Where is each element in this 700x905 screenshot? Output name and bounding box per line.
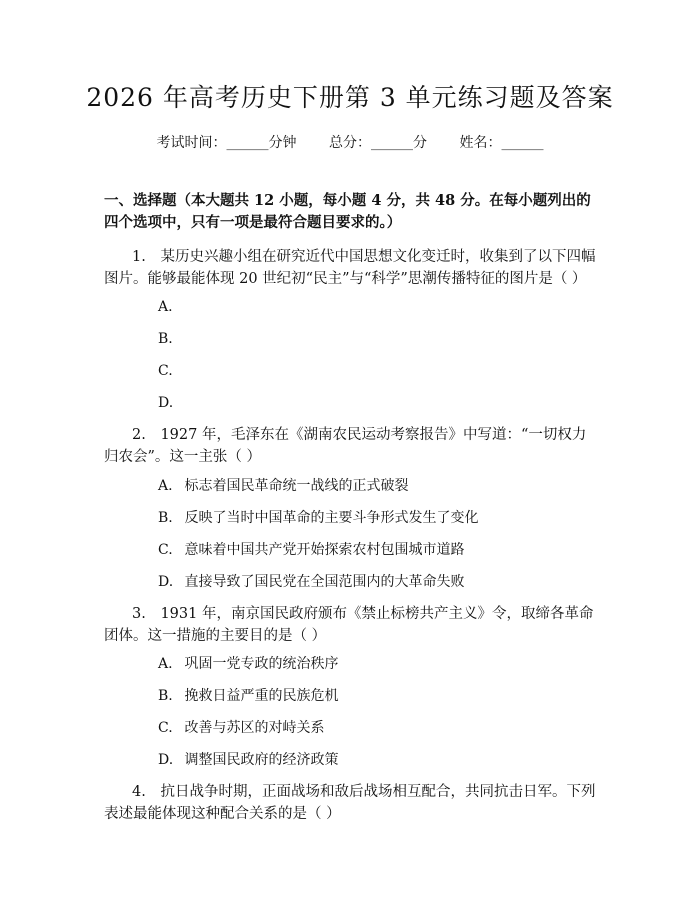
option-label: C. <box>158 363 173 379</box>
option-2b <box>158 508 478 528</box>
option-label: C. <box>158 720 173 736</box>
question-4 <box>104 781 599 825</box>
option-3d <box>158 750 338 770</box>
option-3a <box>158 654 338 674</box>
document-title: 2026 年高考历史下册第 3 单元练习题及答案 <box>86 83 614 112</box>
option-3b <box>158 686 338 706</box>
question-2 <box>104 424 599 468</box>
question-1 <box>104 246 599 290</box>
option-label: B. <box>158 331 173 347</box>
exam-time-field: 考试时间：______分钟 <box>156 135 297 151</box>
question-text: 1927 年，毛泽东在《湖南农民运动考察报告》中写道：“一切权力归农会”。这一主张（ ） <box>104 427 587 465</box>
option-label: A. <box>158 478 173 494</box>
option-text: 挽救日益严重的民族危机 <box>184 688 339 704</box>
option-text: 直接导致了国民党在全国范围内的大革命失败 <box>184 574 465 590</box>
option-label: D. <box>158 395 174 411</box>
option-2d <box>158 572 464 592</box>
option-label: D. <box>158 574 174 590</box>
option-2a <box>158 476 408 496</box>
question-number: 2. <box>132 427 146 443</box>
exam-meta <box>0 133 700 153</box>
question-text: 某历史兴趣小组在研究近代中国思想文化变迁时，收集到了以下四幅图片。能够最能体现 20 世纪初“民主”与“科学”思潮传播特征的图片是（ ） <box>104 249 596 287</box>
option-1c <box>158 361 180 381</box>
option-text: 意味着中国共产党开始探索农村包围城市道路 <box>184 542 465 558</box>
option-label: C. <box>158 542 173 558</box>
student-name-field: 姓名：______ <box>459 135 544 151</box>
option-text: 巩固一党专政的统治秩序 <box>184 656 339 672</box>
option-label: D. <box>158 752 174 768</box>
total-score-field: 总分：______分 <box>329 135 427 151</box>
option-1a <box>158 297 180 317</box>
option-label: A. <box>158 656 173 672</box>
option-3c <box>158 718 324 738</box>
option-1d <box>158 393 180 413</box>
option-1b <box>158 329 180 349</box>
option-label: B. <box>158 688 173 704</box>
option-text: 调整国民政府的经济政策 <box>184 752 339 768</box>
option-text: 反映了当时中国革命的主要斗争形式发生了变化 <box>184 510 479 526</box>
option-label: A. <box>158 299 173 315</box>
option-2c <box>158 540 464 560</box>
question-number: 4. <box>132 784 146 800</box>
option-text: 标志着国民革命统一战线的正式破裂 <box>184 478 409 494</box>
question-number: 1. <box>132 249 146 265</box>
question-text: 抗日战争时期，正面战场和敌后战场相互配合，共同抗击日军。下列表述最能体现这种配合关系的是（ ） <box>104 784 596 822</box>
question-text: 1931 年，南京国民政府颁布《禁止标榜共产主义》令，取缔各革命团体。这一措施的主要目的是（ ） <box>104 606 594 644</box>
option-text: 改善与苏区的对峙关系 <box>184 720 325 736</box>
question-3 <box>104 603 599 647</box>
section-heading: 一、选择题（本大题共 12 小题，每小题 4 分，共 48 分。在每小题列出的四个选项中，只有一项是最符合题目要求的。） <box>104 192 591 231</box>
question-number: 3. <box>132 606 146 622</box>
option-label: B. <box>158 510 173 526</box>
